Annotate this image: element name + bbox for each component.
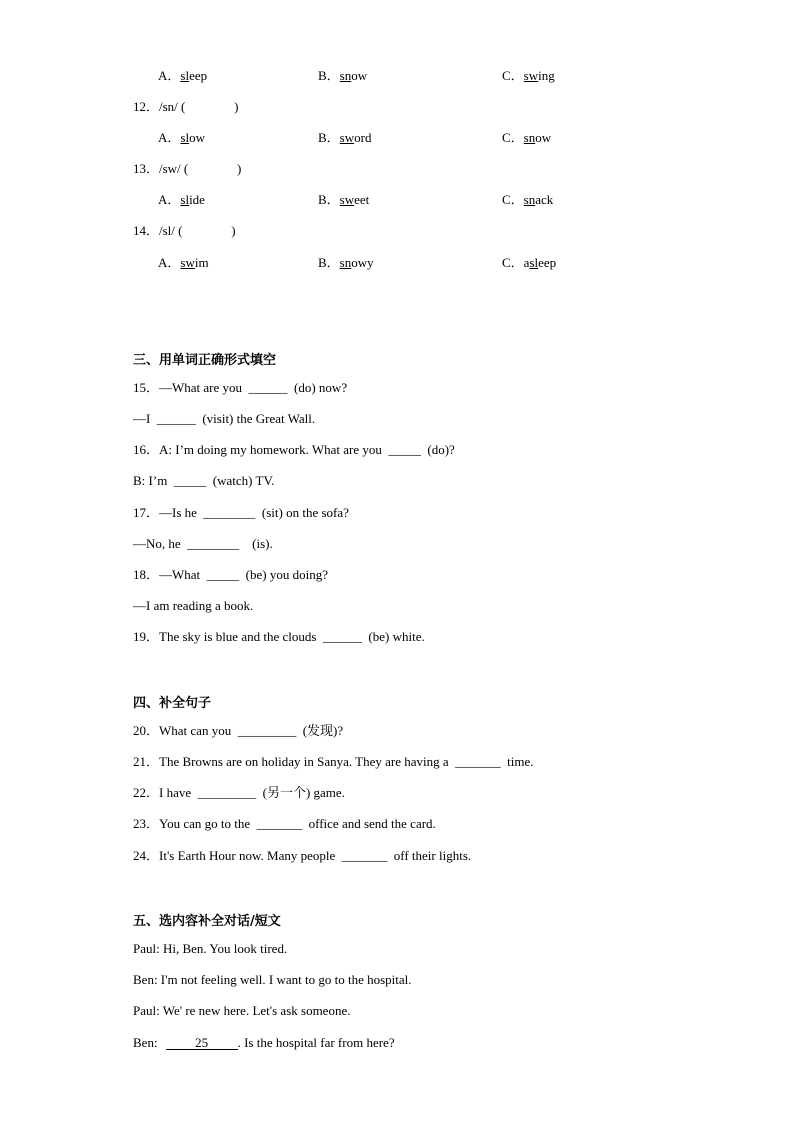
question-stem-14: 14．/sl/ ( ) xyxy=(133,223,236,238)
option-text-rest: eet xyxy=(354,192,370,207)
option-text-rest: eep xyxy=(538,255,557,270)
option-label: B． xyxy=(318,255,340,270)
question-stem-13: 13．/sw/ ( ) xyxy=(133,161,242,176)
option-label: B． xyxy=(318,130,340,145)
option-text-pre: a xyxy=(523,255,530,270)
option-c xyxy=(502,192,553,208)
option-label: C． xyxy=(502,255,524,270)
option-a xyxy=(158,130,205,146)
question-line-21: 21．The Browns are on holiday in Sanya. They are having a _______ time. xyxy=(133,754,534,769)
option-underlined-letters: sw xyxy=(523,68,539,83)
option-text-rest: ord xyxy=(354,130,372,145)
option-a xyxy=(158,192,205,208)
option-text-rest: owy xyxy=(351,255,374,270)
option-b xyxy=(318,130,371,146)
question-line-22: 22．I have _________ (另一个) game. xyxy=(133,785,345,800)
option-text-rest: ow xyxy=(351,68,368,83)
option-underlined-letters: sl xyxy=(180,130,190,145)
options-row-q14 xyxy=(0,255,793,271)
question-line-17: 17．—Is he ________ (sit) on the sofa? xyxy=(133,505,349,520)
option-text-rest: eep xyxy=(189,68,208,83)
option-label: B． xyxy=(318,68,340,83)
option-label: C． xyxy=(502,130,524,145)
option-label: C． xyxy=(502,68,524,83)
section-heading-4: 四、补全句子 xyxy=(133,696,212,711)
question-line-24: 24．It's Earth Hour now. Many people _______ off their lights. xyxy=(133,848,472,863)
option-label: A． xyxy=(158,68,181,83)
option-text-rest: ing xyxy=(538,68,555,83)
dialogue-text: . Is the hospital far from here? xyxy=(237,1035,395,1050)
option-underlined-letters: sl xyxy=(180,192,190,207)
option-underlined-letters: sw xyxy=(180,255,195,270)
option-underlined-letters: sw xyxy=(339,130,355,145)
option-a xyxy=(158,68,207,84)
option-underlined-letters: sn xyxy=(523,130,536,145)
options-row-q11 xyxy=(0,68,793,84)
option-c xyxy=(502,255,556,271)
option-label: A． xyxy=(158,192,181,207)
question-stem-12: 12．/sn/ ( ) xyxy=(133,99,239,114)
option-underlined-letters: sw xyxy=(339,192,355,207)
dialogue-line: Paul: We' re new here. Let's ask someone. xyxy=(133,1003,351,1018)
option-underlined-letters: sl xyxy=(529,255,539,270)
option-text-rest: ow xyxy=(189,130,205,145)
numbered-blank-25: 25 xyxy=(166,1036,238,1050)
question-line-15: 15．—What are you ______ (do) now? xyxy=(133,380,348,395)
option-label: A． xyxy=(158,255,181,270)
question-line-16: 16．A: I’m doing my homework. What are you _____ (do)? xyxy=(133,442,455,457)
option-text-rest: im xyxy=(194,255,209,270)
dialogue-line: Paul: Hi, Ben. You look tired. xyxy=(133,941,288,956)
speaker-label: Ben: xyxy=(133,1035,158,1050)
option-text-rest: ow xyxy=(535,130,552,145)
option-underlined-letters: sn xyxy=(339,255,352,270)
dialogue-line-with-blank xyxy=(133,1035,395,1051)
option-text-rest: ack xyxy=(535,192,554,207)
option-underlined-letters: sn xyxy=(523,192,536,207)
dialogue-line: Ben: I'm not feeling well. I want to go to the hospital. xyxy=(133,972,412,987)
option-b xyxy=(318,192,369,208)
option-c xyxy=(502,130,551,146)
option-label: A． xyxy=(158,130,181,145)
section-heading-3: 三、用单词正确形式填空 xyxy=(133,353,277,368)
option-b xyxy=(318,255,374,271)
option-b xyxy=(318,68,367,84)
option-text-rest: ide xyxy=(189,192,205,207)
question-line-20: 20．What can you _________ (发现)? xyxy=(133,723,344,738)
options-row-q12 xyxy=(0,130,793,146)
option-c xyxy=(502,68,555,84)
option-label: B． xyxy=(318,192,340,207)
section-heading-5: 五、选内容补全对话/短文 xyxy=(133,914,281,929)
question-line-19: 19．The sky is blue and the clouds ______ (be) white. xyxy=(133,629,425,644)
option-underlined-letters: sn xyxy=(339,68,352,83)
option-a xyxy=(158,255,209,271)
question-line-23: 23．You can go to the _______ office and send the card. xyxy=(133,816,436,831)
answer-line-15: —I ______ (visit) the Great Wall. xyxy=(133,411,316,426)
answer-line-16: B: I’m _____ (watch) TV. xyxy=(133,473,275,488)
option-label: C． xyxy=(502,192,524,207)
option-underlined-letters: sl xyxy=(180,68,190,83)
options-row-q13 xyxy=(0,192,793,208)
question-line-18: 18．—What _____ (be) you doing? xyxy=(133,567,328,582)
answer-line-17: —No, he ________ (is). xyxy=(133,536,273,551)
answer-line-18: —I am reading a book. xyxy=(133,598,254,613)
